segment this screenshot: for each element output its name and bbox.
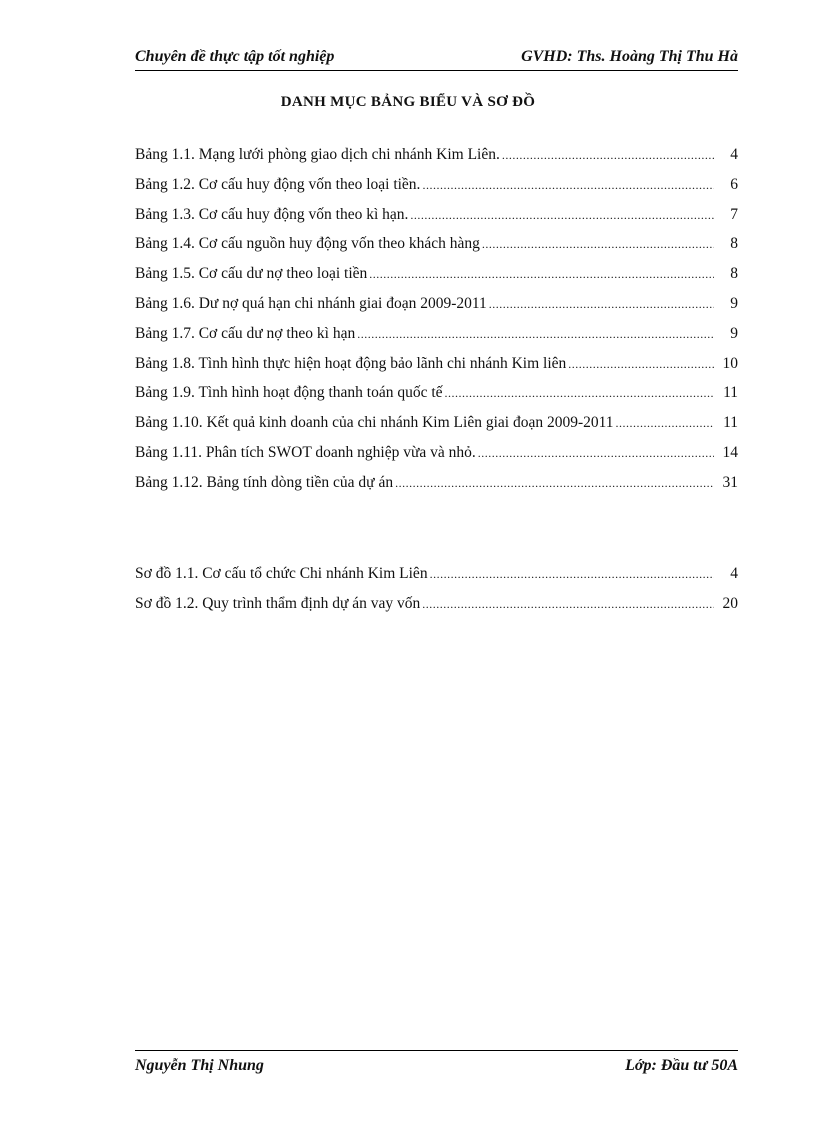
footer-author: Nguyễn Thị Nhung [135,1057,264,1074]
toc-entry [135,355,738,385]
footer-class: Lớp: Đầu tư 50A [625,1057,738,1074]
toc-entry [135,474,738,504]
toc-entry-page: 6 [730,175,738,193]
toc-entry [135,565,738,595]
header-supervisor: GVHD: Ths. Hoàng Thị Thu Hà [521,48,738,65]
toc-entry-page: 4 [730,565,738,582]
dot-leader [502,148,714,163]
toc-entry-page: 11 [723,384,738,402]
toc-entry-page: 10 [722,354,738,372]
toc-entry-page: 8 [730,235,738,253]
header-topic: Chuyên đề thực tập tốt nghiệp [135,48,335,65]
page-title: DANH MỤC BẢNG BIỂU VÀ SƠ ĐỒ [280,94,536,110]
toc-entry [135,176,738,206]
diagram-list [135,565,738,625]
toc-entry-page: 7 [730,205,738,223]
toc-entry [135,384,738,414]
toc-entry [135,146,738,176]
toc-entry-page: 14 [722,443,738,461]
toc-entry-label: Bảng 1.1. Mạng lưới phòng giao dịch chi nhánh Kim Liên. [135,146,500,163]
toc-entry [135,295,738,325]
toc-entry-page: 4 [730,146,738,163]
toc-entry-label: Bảng 1.11. Phân tích SWOT doanh nghiệp vừa và nhỏ. [135,443,476,461]
dot-leader [616,416,714,431]
dot-leader [568,357,714,372]
dot-leader [422,178,714,193]
toc-entry-label: Bảng 1.7. Cơ cấu dư nợ theo kì hạn [135,324,356,342]
toc-entry [135,206,738,236]
toc-entry-label: Bảng 1.10. Kết quả kinh doanh của chi nhánh Kim Liên giai đoạn 2009-2011 [135,414,614,432]
dot-leader [357,327,714,342]
dot-leader [489,297,714,312]
page-footer [135,1050,738,1075]
toc-entry-label: Bảng 1.9. Tình hình hoạt động thanh toán quốc tế [135,384,443,402]
toc-entry [135,265,738,295]
dot-leader [482,237,714,252]
toc-entry-label: Bảng 1.8. Tình hình thực hiện hoạt động bảo lãnh chi nhánh Kim liên [135,354,567,372]
toc-entry-page: 31 [722,473,738,491]
toc-entry-label: Sơ đồ 1.1. Cơ cấu tổ chức Chi nhánh Kim Liên [135,565,428,582]
toc-entry-label: Bảng 1.5. Cơ cấu dư nợ theo loại tiền [135,265,368,283]
toc-entry [135,414,738,444]
dot-leader [422,597,714,612]
toc-entry-label: Bảng 1.12. Bảng tính dòng tiền của dự án [135,473,394,491]
table-list [135,146,738,504]
toc-entry-label: Bảng 1.6. Dư nợ quá hạn chi nhánh giai đoạn 2009-2011 [135,294,487,312]
dot-leader [369,267,714,282]
toc-entry-label: Sơ đồ 1.2. Quy trình thẩm định dự án vay vốn [135,594,421,612]
dot-leader [478,446,714,461]
toc-entry-page: 11 [723,414,738,432]
toc-entry-page: 8 [730,265,738,283]
toc-entry-page: 20 [722,594,738,612]
dot-leader [430,567,714,582]
page-header [135,48,738,71]
toc-entry [135,235,738,265]
toc-entry-label: Bảng 1.2. Cơ cấu huy động vốn theo loại tiền. [135,175,421,193]
toc-entry [135,595,738,625]
toc-entry-page: 9 [730,324,738,342]
dot-leader [395,476,714,491]
dot-leader [410,208,714,223]
toc-entry-label: Bảng 1.4. Cơ cấu nguồn huy động vốn theo khách hàng [135,235,480,253]
toc-entry-page: 9 [730,294,738,312]
toc-entry-label: Bảng 1.3. Cơ cấu huy động vốn theo kì hạn. [135,205,409,223]
toc-entry [135,325,738,355]
toc-entry [135,444,738,474]
dot-leader [445,386,714,401]
